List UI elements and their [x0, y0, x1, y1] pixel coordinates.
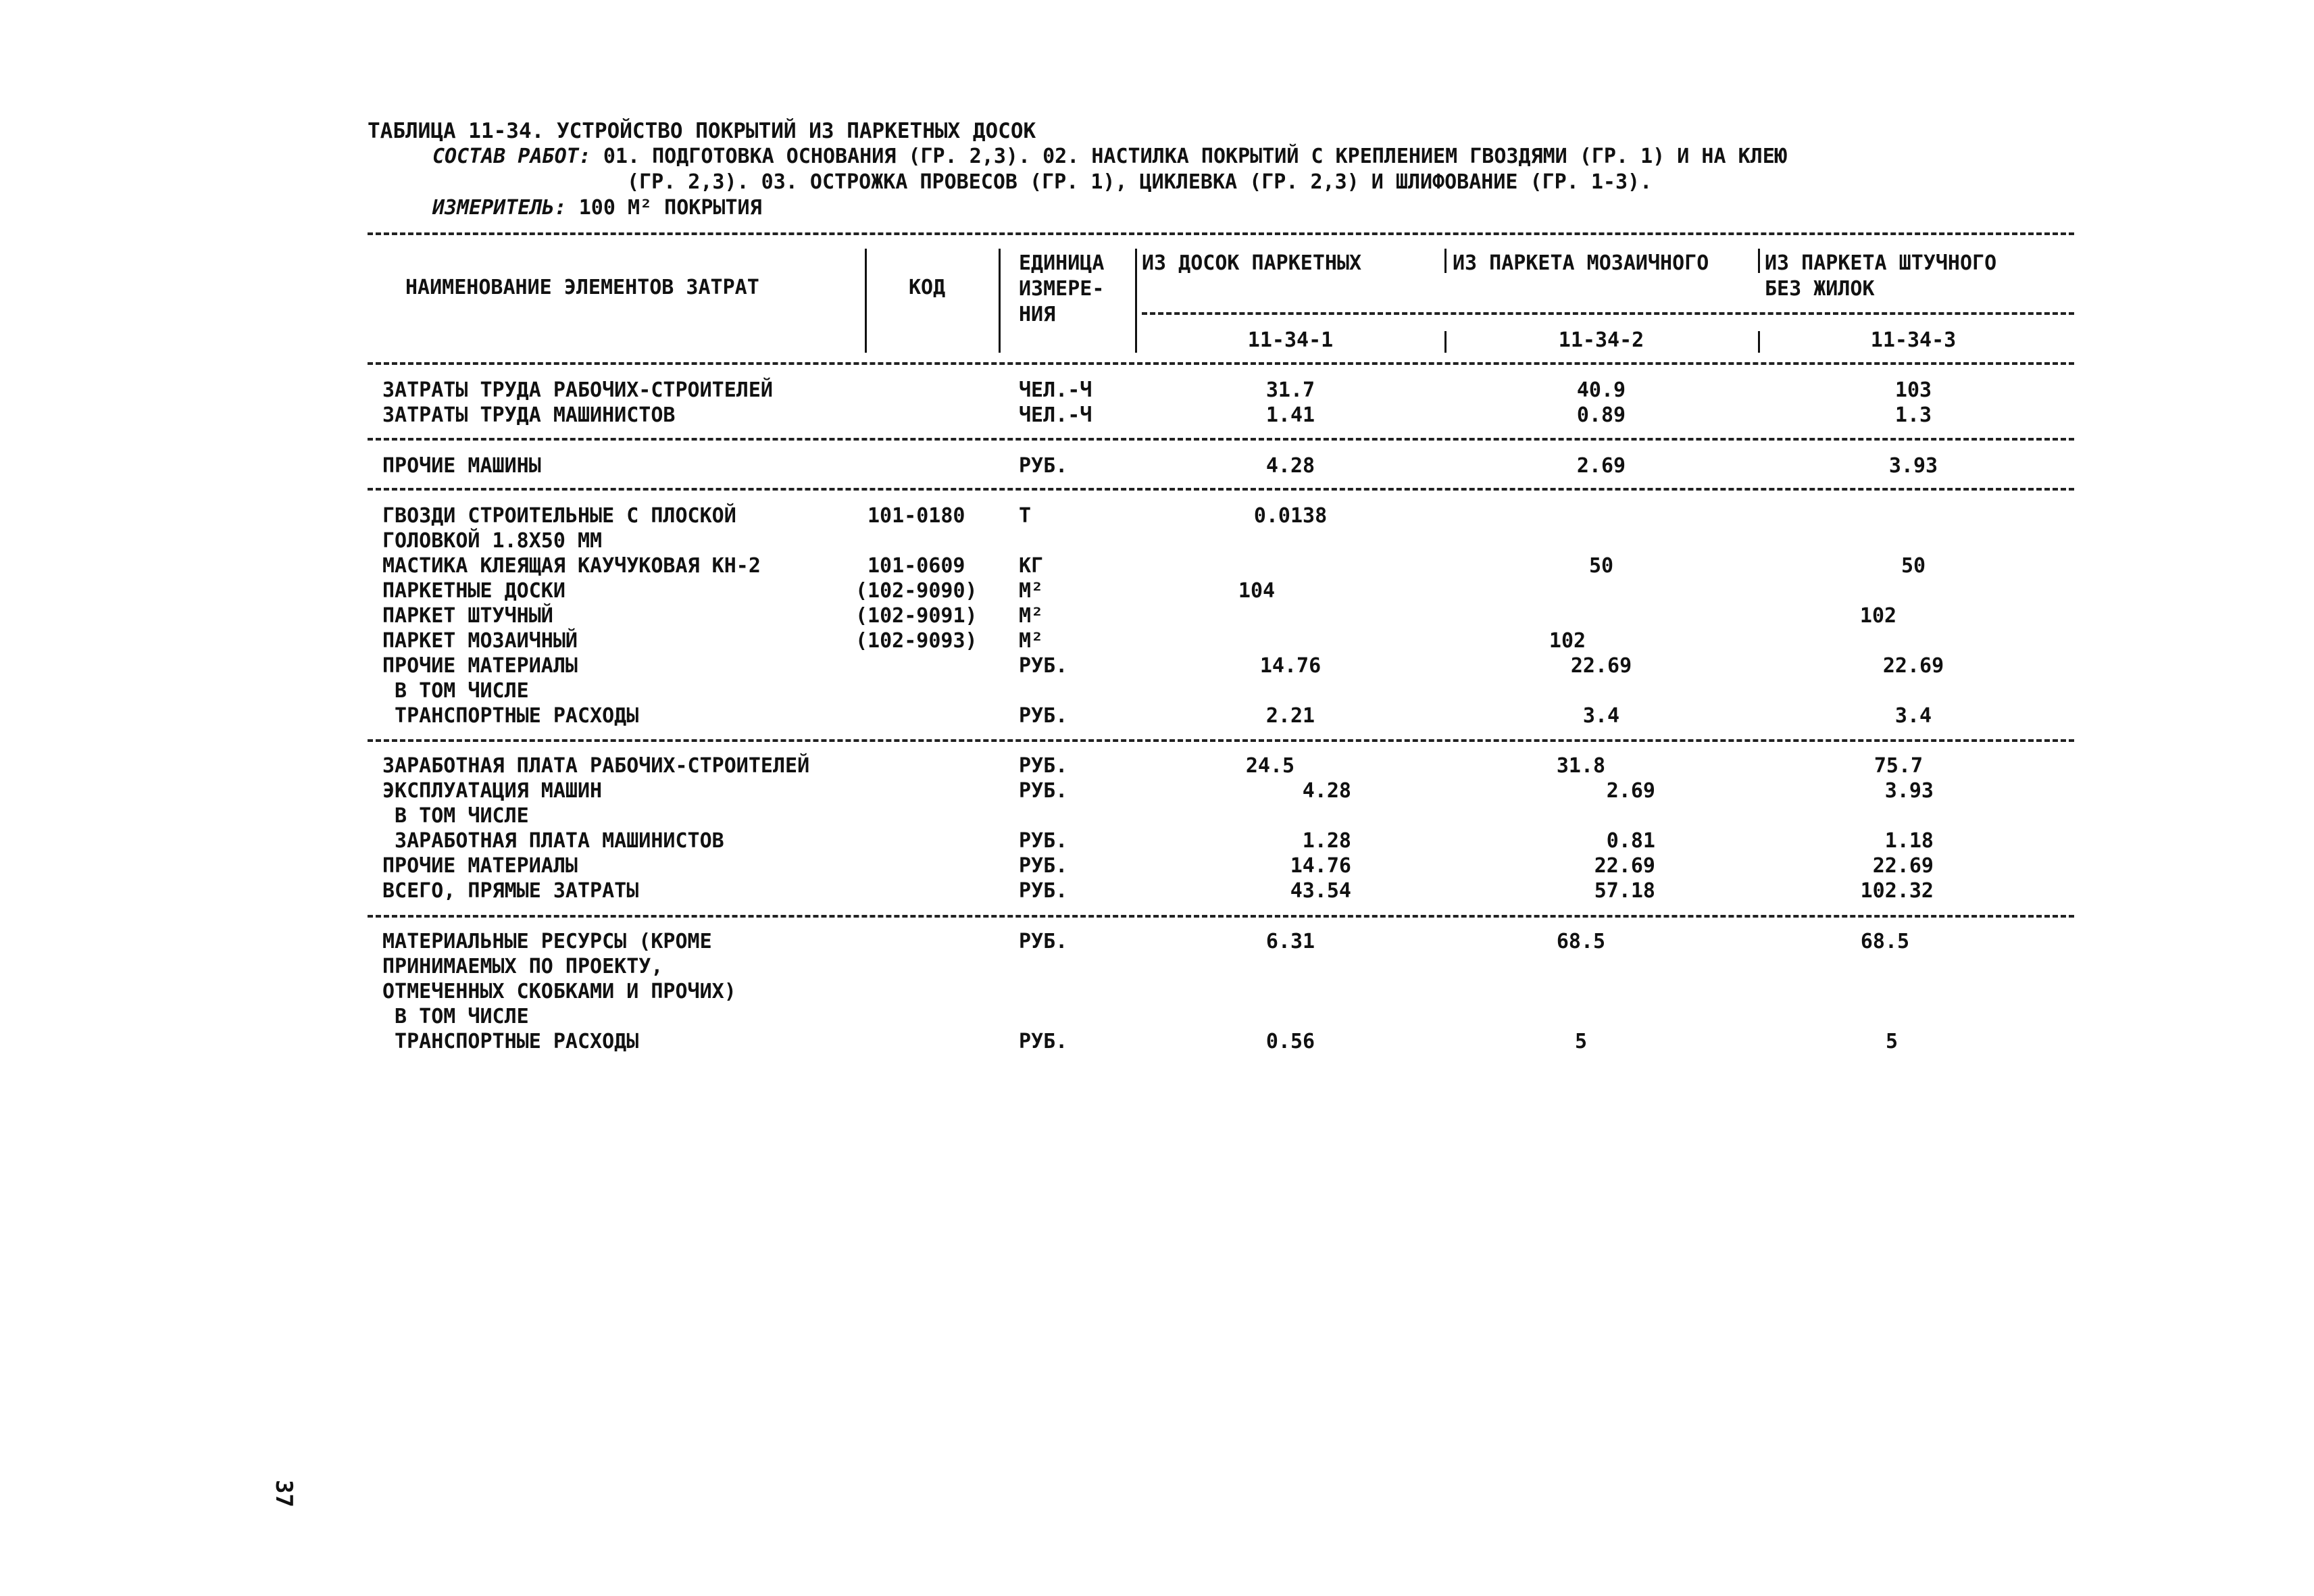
row-unit: М² — [1019, 629, 1044, 653]
row-v3: 103 — [1894, 378, 1932, 402]
header-col2: ИЗ ПАРКЕТА МОЗАИЧНОГО — [1453, 251, 1709, 275]
header-unit-line2: ИЗМЕРЕ- — [1019, 277, 1105, 301]
row-name: В ТОМ ЧИСЛЕ — [382, 1005, 529, 1028]
page-number: 37 — [270, 1480, 297, 1507]
divider — [368, 915, 2074, 918]
meter-line — [432, 196, 762, 220]
row-name: ЗАТРАТЫ ТРУДА РАБОЧИХ-СТРОИТЕЛЕЙ — [382, 378, 773, 402]
row-v3: 1.3 — [1894, 403, 1932, 427]
row-unit: РУБ. — [1019, 704, 1068, 728]
header-id3: 11-34-3 — [1870, 328, 1957, 352]
row-v3: 3.93 — [1884, 779, 1934, 803]
row-v3: 102.32 — [1860, 879, 1934, 903]
row-v2: 0.89 — [1576, 403, 1626, 427]
divider — [368, 438, 2074, 441]
work-composition-line2: (ГР. 2,3). 03. ОСТРОЖКА ПРОВЕСОВ (ГР. 1), ЦИКЛЕВКА (ГР. 2,3) И ШЛИФОВАНИЕ (ГР. 1-3). — [627, 170, 1653, 194]
header-id2: 11-34-2 — [1558, 328, 1644, 352]
row-v3: 22.69 — [1882, 654, 1944, 678]
row-v2: 0.81 — [1606, 829, 1655, 853]
work-composition-label: СОСТАВ РАБОТ: — [432, 145, 591, 168]
header-id1: 11-34-1 — [1247, 328, 1334, 352]
row-unit: М² — [1019, 579, 1044, 603]
row-v1: 31.7 — [1265, 378, 1315, 402]
row-v2: 22.69 — [1570, 654, 1632, 678]
row-unit: РУБ. — [1019, 1030, 1068, 1053]
row-v3: 102 — [1859, 604, 1897, 628]
row-name: ЗАТРАТЫ ТРУДА МАШИНИСТОВ — [382, 403, 676, 427]
row-code: (102-9093) — [855, 629, 978, 653]
row-unit: ЧЕЛ.-Ч — [1019, 378, 1092, 402]
row-name: ТРАНСПОРТНЫЕ РАСХОДЫ — [382, 704, 639, 728]
row-name: МАСТИКА КЛЕЯЩАЯ КАУЧУКОВАЯ КН-2 — [382, 554, 761, 578]
row-name: В ТОМ ЧИСЛЕ — [382, 679, 529, 703]
row-v2: 68.5 — [1556, 930, 1606, 953]
row-name: ЗАРАБОТНАЯ ПЛАТА МАШИНИСТОВ — [382, 829, 724, 853]
row-name: ПРОЧИЕ МАШИНЫ — [382, 454, 541, 478]
row-unit: М² — [1019, 604, 1044, 628]
row-name: ГОЛОВКОЙ 1.8Х50 ММ — [382, 529, 603, 553]
row-unit: ЧЕЛ.-Ч — [1019, 403, 1092, 427]
row-v1: 14.76 — [1290, 854, 1351, 878]
header-col1: ИЗ ДОСОК ПАРКЕТНЫХ — [1142, 251, 1362, 275]
col-sep-unit — [1135, 249, 1137, 353]
row-unit: РУБ. — [1019, 654, 1068, 678]
row-v2: 2.69 — [1576, 454, 1626, 478]
header-col3-line2: БЕЗ ЖИЛОК — [1765, 277, 1875, 301]
row-name: ЭКСПЛУАТАЦИЯ МАШИН — [382, 779, 603, 803]
row-v3: 3.93 — [1888, 454, 1938, 478]
col-sep-1-2-bottom — [1444, 331, 1447, 353]
row-name: ГВОЗДИ СТРОИТЕЛЬНЫЕ С ПЛОСКОЙ — [382, 504, 736, 528]
work-composition-line1 — [432, 145, 1787, 169]
table-title: ТАБЛИЦА 11-34. УСТРОЙСТВО ПОКРЫТИЙ ИЗ ПАРКЕТНЫХ ДОСОК — [368, 119, 1036, 143]
col-sep-code — [999, 249, 1001, 353]
header-col3-line1: ИЗ ПАРКЕТА ШТУЧНОГО — [1765, 251, 1997, 275]
row-name: ТРАНСПОРТНЫЕ РАСХОДЫ — [382, 1030, 639, 1053]
row-v3: 68.5 — [1860, 930, 1910, 953]
col-sep-1-2-top — [1444, 249, 1447, 273]
meter-value: 100 М² ПОКРЫТИЯ — [566, 196, 762, 220]
row-v2: 50 — [1588, 554, 1614, 578]
row-v2: 31.8 — [1556, 754, 1606, 778]
row-name: ОТМЕЧЕННЫХ СКОБКАМИ И ПРОЧИХ) — [382, 980, 736, 1003]
row-unit: РУБ. — [1019, 779, 1068, 803]
divider-header-bottom — [368, 362, 2074, 365]
row-unit: РУБ. — [1019, 754, 1068, 778]
row-v2: 102 — [1549, 629, 1586, 653]
row-v1: 14.76 — [1259, 654, 1322, 678]
row-v1: 104 — [1238, 579, 1276, 603]
row-name: В ТОМ ЧИСЛЕ — [382, 804, 529, 828]
row-v1: 24.5 — [1245, 754, 1295, 778]
col-sep-2-3-bottom — [1758, 331, 1760, 353]
row-name: ПРИНИМАЕМЫХ ПО ПРОЕКТУ, — [382, 955, 663, 978]
row-v1: 0.0138 — [1253, 504, 1328, 528]
row-code: 101-0180 — [867, 504, 965, 528]
row-code: (102-9091) — [855, 604, 978, 628]
row-v1: 1.41 — [1265, 403, 1315, 427]
row-v1: 2.21 — [1265, 704, 1315, 728]
row-name: ПАРКЕТНЫЕ ДОСКИ — [382, 579, 565, 603]
row-name: ПРОЧИЕ МАТЕРИАЛЫ — [382, 854, 578, 878]
row-v3: 1.18 — [1884, 829, 1934, 853]
header-name: НАИМЕНОВАНИЕ ЭЛЕМЕНТОВ ЗАТРАТ — [405, 276, 759, 299]
header-code: КОД — [909, 276, 946, 299]
row-name: ПАРКЕТ ШТУЧНЫЙ — [382, 604, 553, 628]
row-unit: РУБ. — [1019, 930, 1068, 953]
row-v1: 1.28 — [1302, 829, 1351, 853]
row-v2: 5 — [1574, 1030, 1588, 1053]
row-code: (102-9090) — [855, 579, 978, 603]
row-v2: 57.18 — [1594, 879, 1655, 903]
row-v2: 3.4 — [1582, 704, 1620, 728]
col-sep-2-3-top — [1758, 249, 1760, 273]
divider — [368, 488, 2074, 491]
row-name: ПРОЧИЕ МАТЕРИАЛЫ — [382, 654, 578, 678]
row-v3: 50 — [1901, 554, 1926, 578]
row-unit: РУБ. — [1019, 829, 1068, 853]
row-unit: РУБ. — [1019, 854, 1068, 878]
row-v3: 75.7 — [1873, 754, 1923, 778]
row-name: ВСЕГО, ПРЯМЫЕ ЗАТРАТЫ — [382, 879, 639, 903]
row-unit: РУБ. — [1019, 454, 1068, 478]
meter-label: ИЗМЕРИТЕЛЬ: — [432, 196, 567, 220]
row-v1: 6.31 — [1265, 930, 1315, 953]
row-v1: 0.56 — [1265, 1030, 1315, 1053]
col-sep-name — [865, 249, 867, 353]
row-unit: РУБ. — [1019, 879, 1068, 903]
row-v3: 5 — [1885, 1030, 1898, 1053]
row-code: 101-0609 — [867, 554, 965, 578]
header-unit-line3: НИЯ — [1019, 303, 1056, 326]
row-unit: КГ — [1019, 554, 1044, 578]
row-v3: 22.69 — [1872, 854, 1934, 878]
divider-top — [368, 232, 2074, 235]
row-name: ЗАРАБОТНАЯ ПЛАТА РАБОЧИХ-СТРОИТЕЛЕЙ — [382, 754, 810, 778]
row-v1: 4.28 — [1265, 454, 1315, 478]
row-v1: 43.54 — [1290, 879, 1351, 903]
row-v2: 40.9 — [1576, 378, 1626, 402]
work-composition-text1: 01. ПОДГОТОВКА ОСНОВАНИЯ (ГР. 2,3). 02. НАСТИЛКА ПОКРЫТИЙ С КРЕПЛЕНИЕМ ГВОЗДЯМИ (ГР. 1) И НА КЛЕЮ — [590, 145, 1787, 168]
row-v3: 3.4 — [1894, 704, 1932, 728]
divider-subheader — [1142, 312, 2074, 315]
row-name: МАТЕРИАЛЬНЫЕ РЕСУРСЫ (КРОМЕ — [382, 930, 712, 953]
row-v1: 4.28 — [1302, 779, 1351, 803]
divider — [368, 739, 2074, 742]
row-v2: 2.69 — [1606, 779, 1655, 803]
row-unit: Т — [1019, 504, 1032, 528]
row-name: ПАРКЕТ МОЗАИЧНЫЙ — [382, 629, 578, 653]
header-unit-line1: ЕДИНИЦА — [1019, 251, 1105, 275]
row-v2: 22.69 — [1594, 854, 1655, 878]
